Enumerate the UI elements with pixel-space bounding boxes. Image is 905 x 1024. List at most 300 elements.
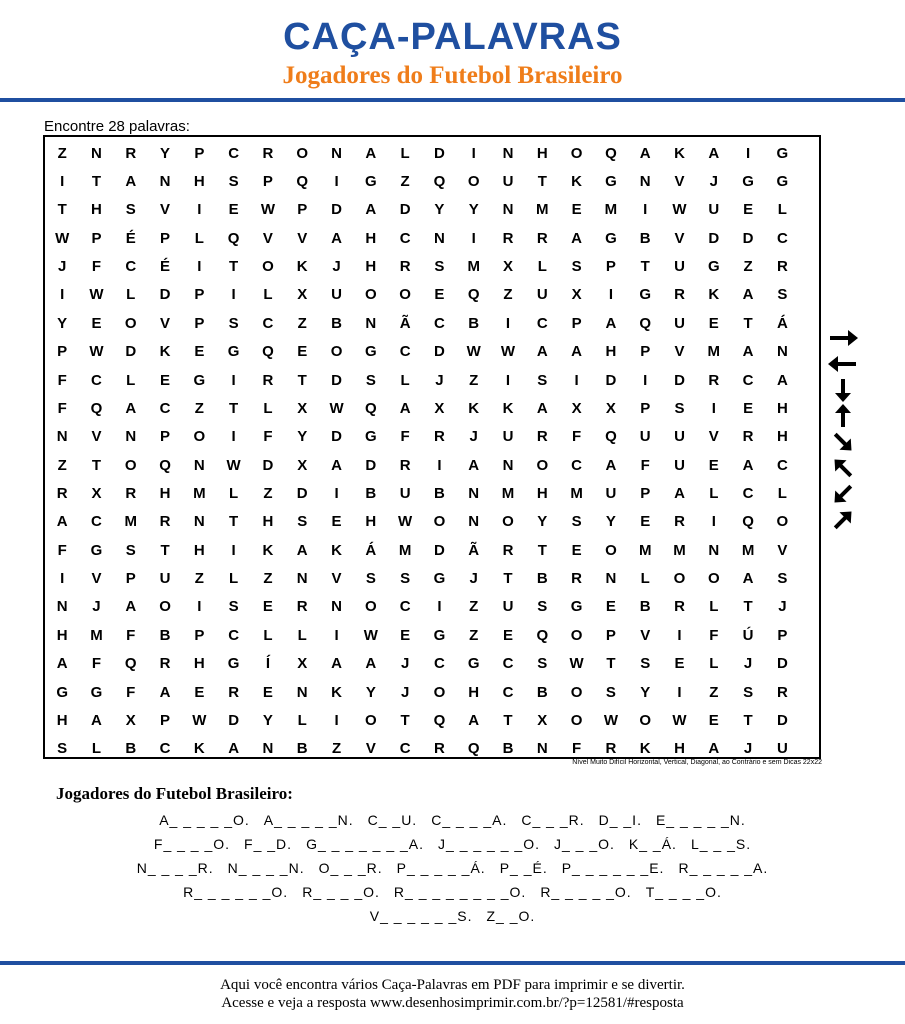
- grid-cell: X: [297, 286, 308, 304]
- grid-cell: U: [776, 740, 788, 758]
- grid-cell: G: [227, 655, 240, 673]
- grid-cell: I: [60, 286, 65, 304]
- grid-cell: O: [707, 570, 720, 588]
- grid-cell: K: [331, 683, 342, 701]
- grid-cell: I: [711, 399, 716, 417]
- grid-cell: T: [606, 655, 616, 673]
- grid-cell: Z: [194, 570, 204, 588]
- grid-cell: É: [160, 258, 171, 276]
- grid-row: [45, 338, 819, 366]
- grid-cell: A: [742, 456, 754, 474]
- grid-row: [45, 281, 819, 309]
- page-title: CAÇA-PALAVRAS: [283, 16, 622, 58]
- word-list-line: [0, 832, 905, 856]
- word-hint: P_ _ _ _ _Á.: [396, 860, 486, 876]
- grid-cell: U: [331, 286, 342, 304]
- grid-cell: C: [262, 314, 274, 332]
- grid-cell: I: [574, 371, 579, 389]
- grid-cell: U: [502, 428, 514, 446]
- grid-cell: U: [605, 484, 617, 502]
- arrow-down-right-icon: [826, 429, 860, 455]
- grid-cell: B: [468, 314, 480, 332]
- grid-cell: U: [399, 484, 411, 502]
- grid-cell: C: [399, 740, 411, 758]
- word-hint: Z_ _O.: [486, 908, 536, 924]
- word-list: [0, 808, 905, 928]
- grid-cell: T: [743, 598, 753, 616]
- grid-cell: S: [571, 258, 582, 276]
- bottom-divider: [0, 961, 905, 965]
- word-hint: O_ _ _R.: [318, 860, 383, 876]
- grid-cell: A: [605, 456, 617, 474]
- grid-cell: Z: [709, 683, 719, 701]
- grid-cell: K: [331, 541, 342, 559]
- grid-cell: A: [571, 343, 583, 361]
- grid-row: [45, 649, 819, 677]
- grid-cell: I: [231, 428, 236, 446]
- grid-cell: K: [639, 740, 651, 758]
- word-list-line: [0, 904, 905, 928]
- grid-cell: K: [296, 258, 308, 276]
- grid-cell: D: [433, 144, 445, 162]
- grid-cell: R: [228, 683, 240, 701]
- grid-cell: J: [778, 598, 787, 616]
- word-hint: E_ _ _ _ _N.: [655, 812, 746, 828]
- grid-cell: P: [194, 286, 205, 304]
- grid-cell: I: [505, 314, 511, 332]
- grid-cell: I: [711, 513, 716, 531]
- grid-cell: U: [674, 456, 685, 474]
- grid-cell: R: [502, 541, 514, 559]
- grid-row: [45, 394, 819, 422]
- grid-cell: O: [467, 173, 480, 191]
- grid-cell: S: [365, 570, 376, 588]
- grid-cell: I: [505, 371, 511, 389]
- grid-row: [45, 139, 819, 167]
- grid-cell: W: [603, 711, 618, 729]
- grid-cell: D: [674, 371, 685, 389]
- grid-cell: V: [640, 626, 651, 644]
- grid-cell: X: [605, 399, 616, 417]
- grid-cell: B: [536, 683, 548, 701]
- grid-cell: N: [91, 144, 102, 162]
- grid-cell: N: [433, 229, 445, 247]
- grid-cell: U: [536, 286, 548, 304]
- page-subtitle: Jogadores do Futebol Brasileiro: [282, 62, 623, 89]
- grid-cell: T: [400, 711, 410, 729]
- grid-cell: Q: [467, 286, 480, 304]
- grid-cell: T: [297, 371, 307, 389]
- grid-cell: Q: [433, 173, 446, 191]
- grid-cell: C: [433, 314, 445, 332]
- grid-cell: Z: [194, 399, 204, 417]
- grid-cell: I: [334, 173, 339, 191]
- grid-cell: A: [365, 201, 377, 219]
- arrow-down-left-icon: [826, 481, 860, 507]
- grid-cell: P: [262, 173, 273, 191]
- grid-cell: D: [433, 541, 445, 559]
- grid-cell: Á: [365, 541, 377, 559]
- grid-cell: K: [502, 399, 514, 417]
- grid-cell: H: [193, 541, 205, 559]
- grid-cell: F: [57, 371, 67, 389]
- grid-cell: N: [56, 428, 68, 446]
- grid-cell: D: [776, 711, 788, 729]
- grid-cell: F: [263, 428, 273, 446]
- grid-cell: W: [500, 343, 516, 361]
- grid-cell: F: [126, 626, 136, 644]
- grid-cell: G: [570, 598, 583, 616]
- grid-cell: E: [708, 711, 719, 729]
- grid-cell: S: [640, 655, 651, 673]
- grid-cell: U: [674, 258, 685, 276]
- grid-cell: F: [91, 258, 102, 276]
- grid-cell: A: [331, 655, 342, 673]
- footer-line-2: Acesse e veja a resposta www.desenhosimprimir.com.br/?p=12581/#resposta: [221, 995, 684, 1011]
- grid-cell: X: [434, 399, 445, 417]
- grid-cell: L: [229, 570, 239, 588]
- word-hint: R_ _ _ _ _ _O.: [183, 884, 289, 900]
- grid-row: [45, 621, 819, 649]
- grid-cell: L: [709, 484, 719, 502]
- grid-cell: O: [570, 683, 583, 701]
- grid-cell: O: [639, 711, 652, 729]
- grid-cell: I: [471, 229, 476, 247]
- grid-cell: C: [399, 229, 411, 247]
- grid-cell: O: [570, 711, 583, 729]
- grid-cell: O: [776, 513, 789, 531]
- grid-cell: N: [159, 173, 171, 191]
- grid-cell: T: [503, 711, 513, 729]
- grid-cell: X: [297, 456, 308, 474]
- grid-cell: C: [159, 399, 171, 417]
- grid-cell: C: [228, 144, 240, 162]
- grid-cell: A: [776, 371, 788, 389]
- grid-cell: G: [433, 626, 446, 644]
- word-hint: F_ _D.: [244, 836, 293, 852]
- grid-cell: U: [674, 314, 685, 332]
- grid-cell: C: [91, 371, 102, 389]
- grid-cell: Z: [331, 740, 342, 758]
- grid-cell: S: [400, 570, 411, 588]
- grid-cell: Z: [469, 626, 479, 644]
- grid-cell: G: [364, 428, 377, 446]
- grid-cell: U: [502, 173, 514, 191]
- grid-cell: Z: [469, 598, 479, 616]
- grid-cell: R: [674, 286, 685, 304]
- word-hint: G_ _ _ _ _ _ _A.: [306, 836, 425, 852]
- grid-cell: N: [776, 343, 788, 361]
- grid-cell: A: [296, 541, 308, 559]
- grid-cell: N: [296, 570, 308, 588]
- grid-cell: Z: [469, 371, 479, 389]
- grid-cell: V: [331, 570, 342, 588]
- grid-cell: M: [536, 201, 549, 219]
- grid-cell: C: [742, 371, 754, 389]
- word-hint: T_ _ _ _O.: [645, 884, 722, 900]
- word-hint: P_ _ _ _ _ _E.: [561, 860, 665, 876]
- grid-cell: M: [604, 201, 618, 219]
- grid-cell: N: [468, 484, 480, 502]
- grid-cell: P: [160, 229, 171, 247]
- grid-cell: O: [364, 286, 377, 304]
- grid-cell: Z: [57, 144, 67, 162]
- grid-cell: G: [56, 683, 68, 701]
- grid-cell: W: [192, 711, 207, 729]
- grid-cell: P: [297, 201, 308, 219]
- grid-cell: O: [364, 598, 377, 616]
- grid-cell: E: [708, 456, 719, 474]
- grid-cell: R: [125, 144, 137, 162]
- grid-cell: I: [608, 286, 613, 304]
- grid-cell: C: [776, 229, 788, 247]
- grid-cell: K: [674, 144, 685, 162]
- grid-cell: T: [743, 711, 753, 729]
- grid-cell: R: [56, 484, 68, 502]
- grid-cell: Z: [263, 570, 273, 588]
- grid-cell: W: [260, 201, 276, 219]
- grid-cell: J: [400, 655, 410, 673]
- grid-cell: A: [571, 229, 583, 247]
- grid-cell: C: [159, 740, 171, 758]
- grid-cell: I: [677, 683, 682, 701]
- grid-cell: L: [709, 598, 719, 616]
- grid-cell: F: [572, 428, 582, 446]
- grid-cell: L: [777, 484, 787, 502]
- grid-cell: A: [708, 740, 720, 758]
- grid-cell: Í: [265, 655, 271, 673]
- grid-cell: E: [331, 513, 342, 531]
- grid-cell: I: [643, 371, 648, 389]
- grid-cell: Q: [124, 655, 137, 673]
- grid-row: [45, 564, 819, 592]
- grid-cell: D: [331, 201, 342, 219]
- grid-cell: U: [502, 598, 514, 616]
- grid-cell: C: [536, 314, 548, 332]
- grid-cell: V: [674, 173, 685, 191]
- grid-cell: H: [365, 258, 377, 276]
- grid-cell: C: [228, 626, 240, 644]
- grid-cell: S: [125, 201, 136, 219]
- grid-cell: W: [329, 399, 344, 417]
- grid-cell: V: [708, 428, 719, 446]
- grid-cell: C: [776, 456, 788, 474]
- grid-cell: P: [194, 144, 205, 162]
- grid-cell: A: [708, 144, 720, 162]
- grid-cell: O: [124, 314, 137, 332]
- grid-cell: I: [231, 541, 236, 559]
- grid-cell: I: [334, 626, 339, 644]
- grid-cell: O: [502, 513, 514, 531]
- grid-cell: D: [159, 286, 171, 304]
- grid-cell: I: [643, 201, 648, 219]
- grid-cell: E: [400, 626, 411, 644]
- grid-cell: Q: [605, 144, 617, 162]
- grid-cell: D: [296, 484, 308, 502]
- grid-cell: N: [296, 683, 308, 701]
- grid-cell: R: [674, 513, 685, 531]
- word-list-line: [0, 880, 905, 904]
- grid-cell: T: [640, 258, 650, 276]
- grid-cell: E: [503, 626, 514, 644]
- grid-cell: D: [262, 456, 274, 474]
- arrow-up-icon: [826, 403, 860, 429]
- grid-cell: A: [399, 399, 411, 417]
- grid-cell: L: [709, 655, 719, 673]
- grid-cell: C: [125, 258, 137, 276]
- grid-cell: I: [334, 711, 339, 729]
- grid-cell: A: [159, 683, 171, 701]
- grid-cell: M: [638, 541, 652, 559]
- grid-cell: O: [399, 286, 411, 304]
- grid-cell: A: [56, 513, 68, 531]
- grid-cell: C: [399, 343, 411, 361]
- grid-cell: M: [124, 513, 137, 531]
- footer-line-1: Aqui você encontra vários Caça-Palavras em PDF para imprimir e se divertir.: [220, 977, 685, 993]
- grid-cell: N: [331, 598, 342, 616]
- grid-cell: B: [159, 626, 171, 644]
- grid-cell: N: [502, 144, 514, 162]
- grid-cell: P: [125, 570, 136, 588]
- grid-cell: A: [639, 144, 651, 162]
- grid-cell: O: [124, 456, 137, 474]
- grid-cell: Y: [297, 428, 308, 446]
- grid-cell: L: [777, 201, 787, 219]
- grid-cell: P: [160, 428, 171, 446]
- grid-cell: P: [194, 626, 205, 644]
- grid-cell: L: [263, 626, 273, 644]
- grid-cell: G: [433, 570, 446, 588]
- grid-cell: U: [674, 428, 685, 446]
- word-hint: V_ _ _ _ _ _S.: [369, 908, 473, 924]
- grid-cell: R: [742, 428, 754, 446]
- grid-cell: I: [60, 570, 65, 588]
- grid-cell: H: [776, 399, 788, 417]
- grid-cell: O: [364, 711, 377, 729]
- grid-cell: D: [331, 371, 342, 389]
- grid-cell: E: [571, 201, 582, 219]
- word-hint: R_ _ _ _O.: [302, 884, 380, 900]
- grid-cell: N: [502, 456, 514, 474]
- grid-cell: T: [537, 173, 547, 191]
- grid-cell: J: [469, 428, 478, 446]
- grid-cell: Q: [159, 456, 171, 474]
- grid-cell: L: [297, 626, 307, 644]
- grid-cell: N: [56, 598, 68, 616]
- grid-cell: J: [435, 371, 444, 389]
- grid-cell: R: [296, 598, 308, 616]
- grid-cell: M: [193, 484, 206, 502]
- grid-cell: L: [400, 144, 410, 162]
- grid-cell: O: [570, 144, 583, 162]
- grid-row: [45, 196, 819, 224]
- grid-cell: O: [193, 428, 206, 446]
- grid-cell: F: [572, 740, 582, 758]
- grid-cell: A: [742, 570, 754, 588]
- grid-cell: G: [364, 343, 377, 361]
- grid-cell: I: [746, 144, 751, 162]
- grid-cell: R: [159, 655, 171, 673]
- grid-cell: O: [433, 513, 446, 531]
- grid-cell: I: [677, 626, 682, 644]
- grid-cell: K: [262, 541, 274, 559]
- grid-cell: G: [193, 371, 206, 389]
- grid-cell: D: [776, 655, 788, 673]
- grid-row: [45, 366, 819, 394]
- grid-cell: E: [605, 598, 616, 616]
- grid-row: [45, 224, 819, 252]
- grid-cell: P: [57, 343, 68, 361]
- grid-cell: S: [743, 683, 754, 701]
- grid-cell: N: [605, 570, 617, 588]
- grid-cell: N: [639, 173, 651, 191]
- grid-cell: B: [639, 598, 651, 616]
- grid-cell: J: [709, 173, 718, 191]
- word-hint: R_ _ _ _ _ _ _ _O.: [393, 884, 527, 900]
- grid-cell: M: [707, 343, 721, 361]
- grid-cell: P: [91, 229, 102, 247]
- word-hint: N_ _ _ _R.: [136, 860, 214, 876]
- grid-cell: I: [437, 456, 442, 474]
- footer: [0, 976, 905, 1012]
- grid-row: [45, 451, 819, 479]
- grid-cell: T: [91, 456, 102, 474]
- grid-cell: R: [776, 683, 788, 701]
- word-hint: J_ _ _ _ _ _O.: [438, 836, 540, 852]
- word-hint: A_ _ _ _ _O.: [159, 812, 250, 828]
- grid-cell: K: [159, 343, 171, 361]
- grid-cell: Q: [364, 399, 377, 417]
- grid-cell: J: [743, 740, 753, 758]
- grid-cell: M: [673, 541, 686, 559]
- grid-cell: T: [229, 513, 239, 531]
- grid-row: [45, 252, 819, 280]
- grid-cell: H: [605, 343, 617, 361]
- grid-cell: X: [571, 286, 582, 304]
- grid-row: [45, 479, 819, 507]
- grid-cell: O: [262, 258, 274, 276]
- direction-legend: [826, 325, 866, 533]
- grid-cell: N: [502, 201, 514, 219]
- grid-cell: I: [231, 371, 236, 389]
- grid-cell: P: [194, 314, 205, 332]
- grid-cell: H: [262, 513, 274, 531]
- grid-cell: R: [776, 258, 788, 276]
- grid-cell: Ã: [399, 314, 411, 332]
- grid-cell: S: [537, 655, 548, 673]
- grid-cell: D: [742, 229, 754, 247]
- grid-cell: L: [263, 286, 273, 304]
- grid-cell: Q: [536, 626, 549, 644]
- grid-cell: J: [743, 655, 753, 673]
- grid-cell: V: [160, 201, 171, 219]
- word-hint: J_ _ _O.: [553, 836, 615, 852]
- grid-cell: Y: [640, 683, 651, 701]
- grid-cell: F: [400, 428, 410, 446]
- grid-cell: X: [503, 258, 514, 276]
- grid-cell: Q: [742, 513, 754, 531]
- grid-cell: E: [674, 655, 685, 673]
- grid-cell: S: [571, 513, 582, 531]
- grid-cell: E: [571, 541, 582, 559]
- grid-cell: H: [674, 740, 685, 758]
- grid-cell: S: [777, 570, 788, 588]
- grid-cell: E: [91, 314, 102, 332]
- grid-cell: E: [743, 201, 754, 219]
- grid-cell: I: [60, 173, 65, 191]
- grid-cell: Z: [503, 286, 513, 304]
- grid-cell: E: [194, 343, 205, 361]
